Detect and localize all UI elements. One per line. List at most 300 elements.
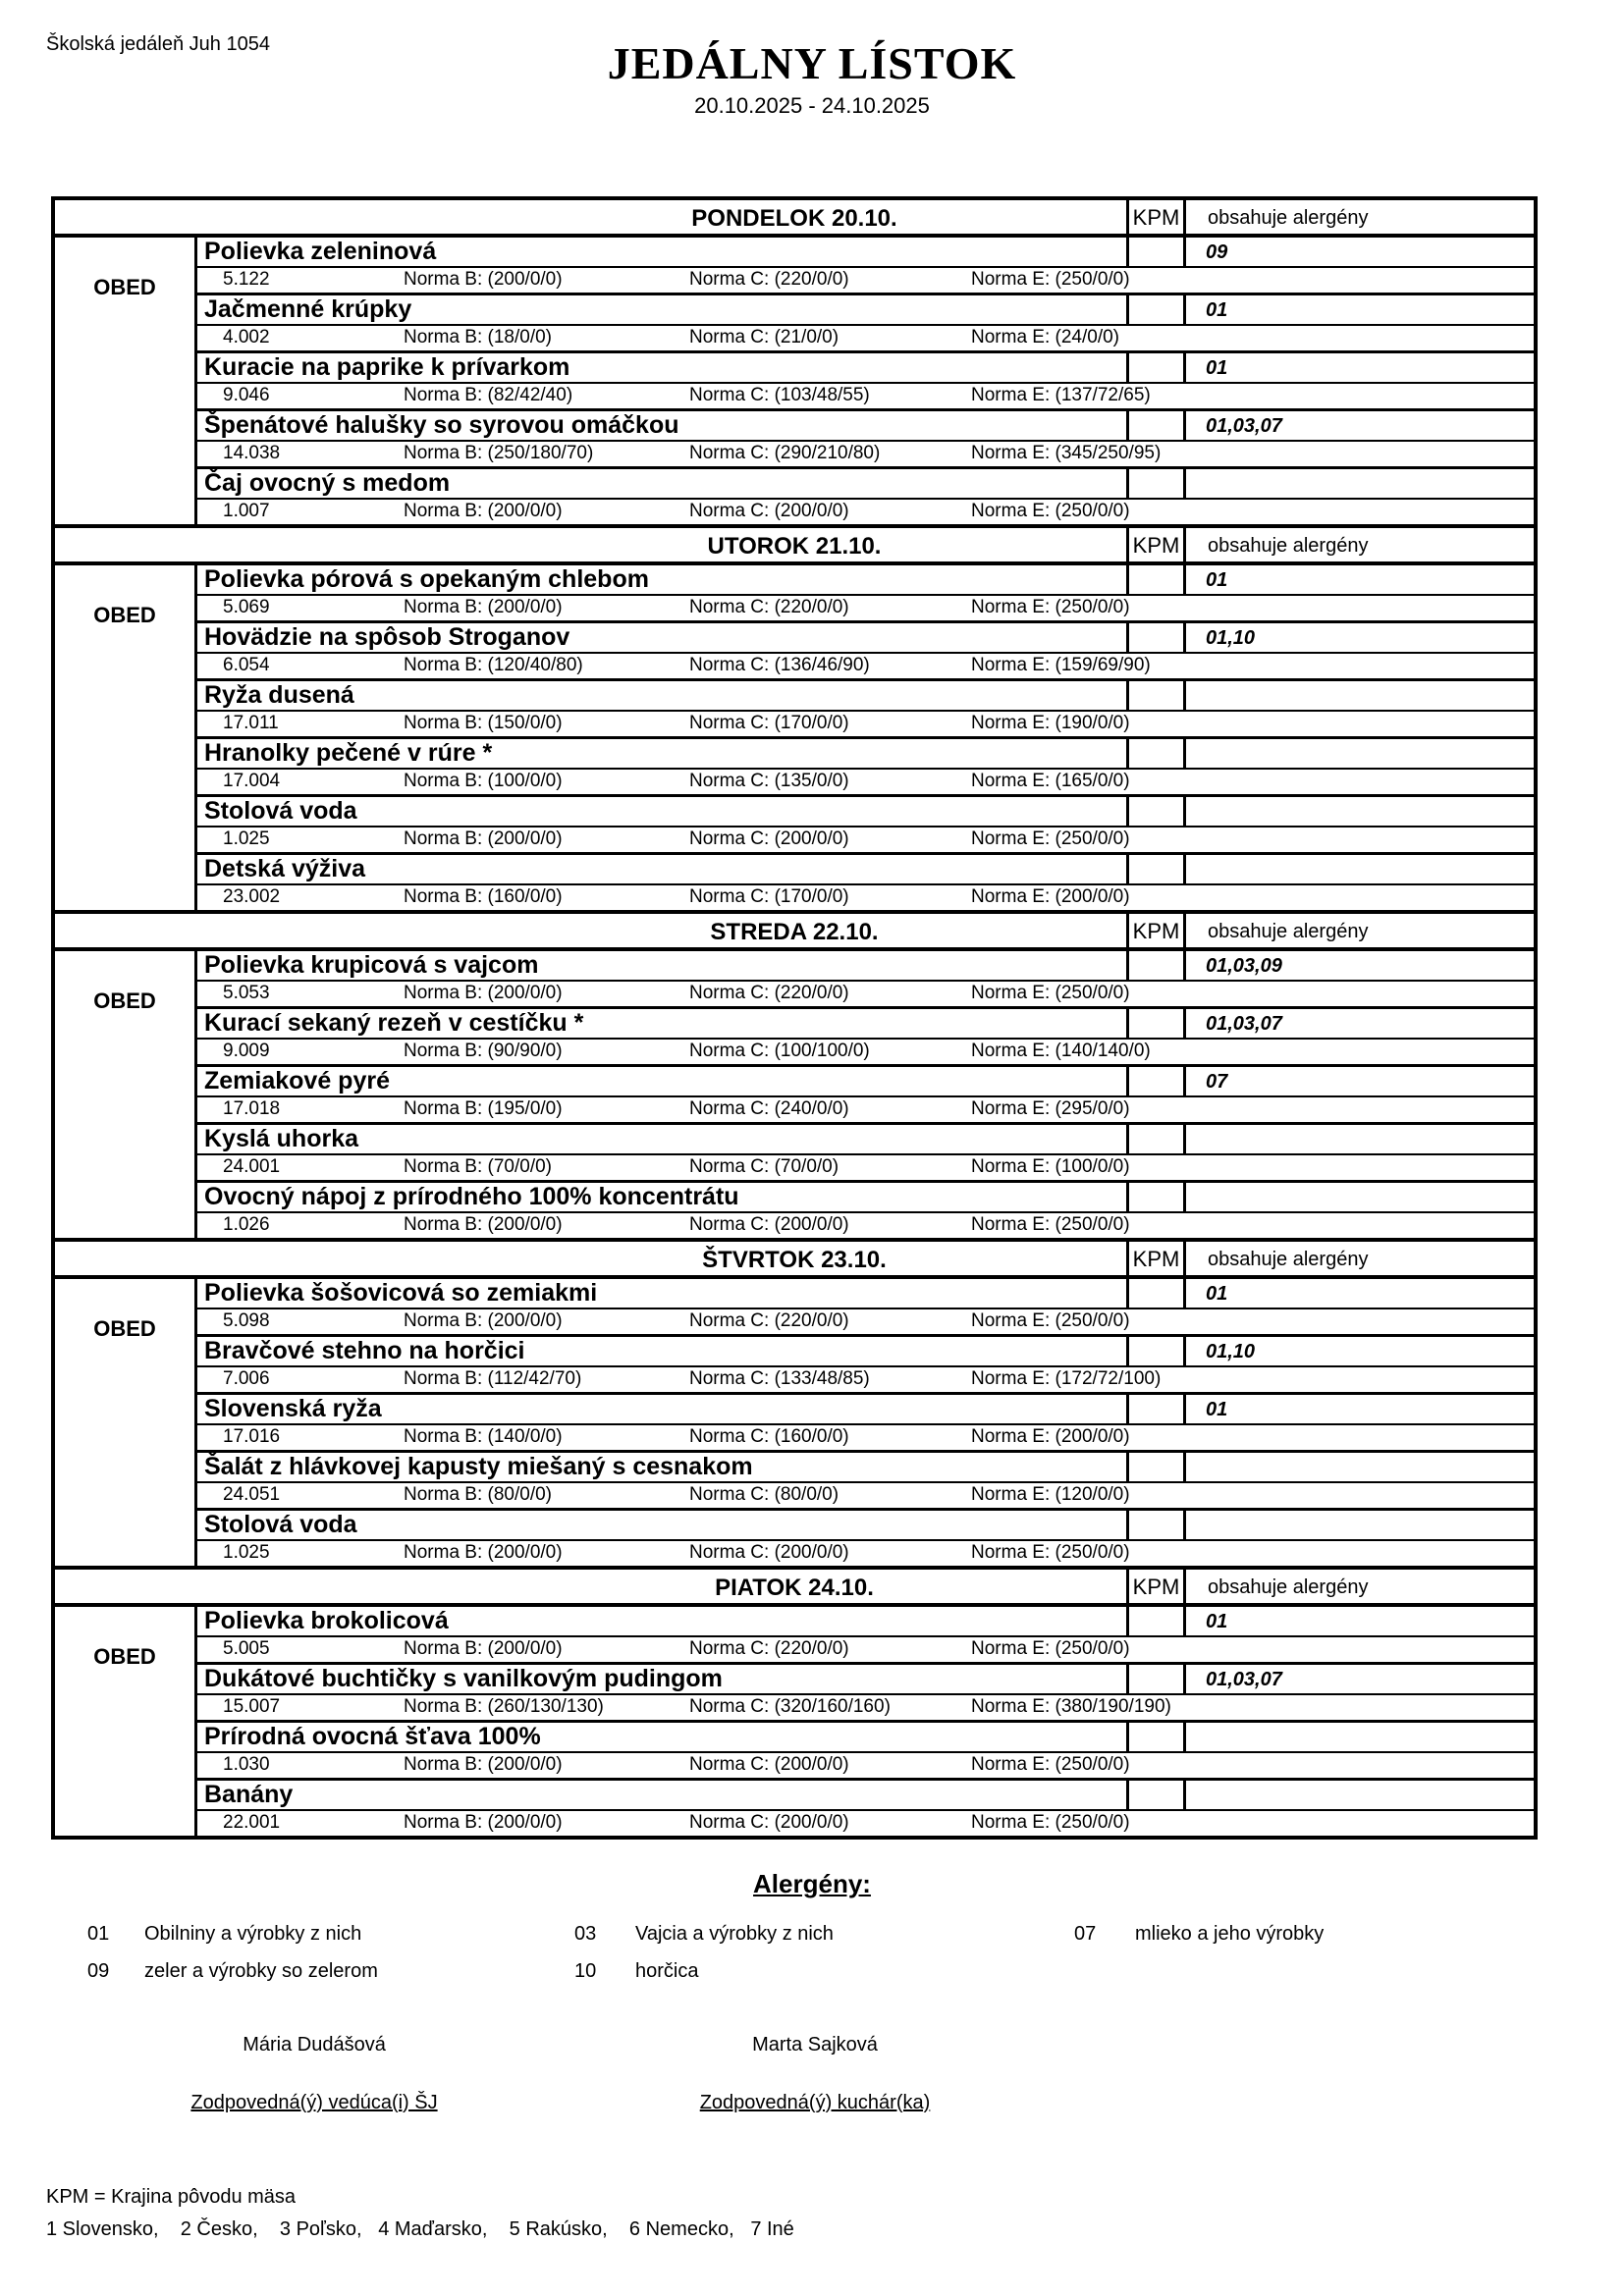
- item-name-row: [197, 1665, 1534, 1695]
- item-norma-b: [404, 442, 689, 466]
- item-name: Slovenská ryža: [204, 1395, 382, 1422]
- item-norma-e: [971, 1541, 1534, 1566]
- item-allergens: [1183, 1453, 1534, 1481]
- item-norma-b: [404, 1309, 689, 1334]
- norma-c-label: Norma C:: [689, 443, 770, 463]
- item-name-row: [197, 295, 1534, 326]
- item-name-row: [197, 411, 1534, 442]
- item-code: 1.030: [223, 1754, 270, 1775]
- item-norma-e: [971, 442, 1534, 466]
- item-norma-e: [971, 1753, 1534, 1778]
- item-code: 17.018: [223, 1098, 281, 1119]
- organization-name: Školská jedáleň Juh 1054: [46, 33, 270, 55]
- norma-e-label: Norma E:: [971, 1156, 1051, 1177]
- item-code: 1.007: [223, 501, 270, 521]
- norma-b-value: (200/0/0): [487, 828, 563, 849]
- item-norma-row: [197, 1753, 1534, 1778]
- norma-e-value: (200/0/0): [1055, 886, 1130, 907]
- item-norma-row: [197, 1367, 1534, 1392]
- norma-b-value: (112/42/70): [487, 1368, 582, 1389]
- norma-c-label: Norma C:: [689, 1156, 770, 1177]
- item-code: 9.046: [223, 385, 270, 405]
- norma-b-value: (18/0/0): [487, 327, 553, 347]
- item-norma-e: [971, 1309, 1534, 1334]
- norma-b-value: (200/0/0): [487, 1542, 563, 1563]
- kpm-column-header: KPM: [1126, 200, 1183, 237]
- item-norma-c: [689, 828, 971, 852]
- norma-e-value: (250/0/0): [1055, 1638, 1130, 1659]
- menu-item-row: [197, 293, 1534, 350]
- item-norma-c: [689, 326, 971, 350]
- norma-e-value: (250/0/0): [1055, 828, 1130, 849]
- item-name-row: [197, 1183, 1534, 1213]
- item-norma-e: [971, 982, 1534, 1006]
- item-code: 7.006: [223, 1368, 270, 1389]
- item-norma-e: [971, 1040, 1534, 1064]
- item-kpm-cell: [1126, 1453, 1183, 1481]
- allergen-column-header: obsahuje alergény: [1183, 200, 1534, 237]
- allergen-column-header: obsahuje alergény: [1183, 1242, 1534, 1278]
- norma-b-value: (80/0/0): [487, 1484, 553, 1505]
- menu-item-row: [197, 951, 1534, 1006]
- item-norma-e: [971, 712, 1534, 736]
- menu-table: [51, 196, 1538, 1840]
- norma-c-value: (70/0/0): [774, 1156, 839, 1177]
- item-allergens: 01: [1183, 1279, 1534, 1309]
- item-norma-row: [197, 712, 1534, 736]
- norma-c-label: Norma C:: [689, 771, 770, 791]
- norma-c-label: Norma C:: [689, 597, 770, 617]
- item-norma-c: [689, 1811, 971, 1836]
- item-norma-b: [404, 1367, 689, 1392]
- page-title: JEDÁLNY LÍSTOK: [607, 38, 1017, 88]
- norma-b-label: Norma B:: [404, 1368, 483, 1389]
- signature-name: Marta Sajková: [752, 2034, 878, 2056]
- item-norma-row: [197, 1637, 1534, 1662]
- norma-c-value: (103/48/55): [774, 385, 870, 405]
- norma-b-label: Norma B:: [404, 1310, 483, 1331]
- item-name-row: [197, 469, 1534, 500]
- norma-b-value: (260/130/130): [487, 1696, 604, 1717]
- meal-label: OBED: [55, 1607, 197, 1836]
- item-allergens: [1183, 739, 1534, 768]
- menu-item-row: [197, 1778, 1534, 1836]
- norma-b-label: Norma B:: [404, 1754, 483, 1775]
- item-norma-c: [689, 982, 971, 1006]
- norma-b-label: Norma B:: [404, 385, 483, 405]
- item-norma-row: [197, 1155, 1534, 1180]
- allergen-column-header: obsahuje alergény: [1183, 914, 1534, 950]
- item-norma-e: [971, 1637, 1534, 1662]
- norma-b-value: (200/0/0): [487, 1638, 563, 1659]
- item-name: Ryža dusená: [204, 681, 354, 709]
- item-norma-e: [971, 596, 1534, 620]
- item-allergens: 01: [1183, 1395, 1534, 1425]
- norma-c-value: (200/0/0): [774, 828, 849, 849]
- allergen-column-header: obsahuje alergény: [1183, 528, 1534, 564]
- norma-e-value: (250/0/0): [1055, 501, 1130, 521]
- menu-item-row: [197, 1006, 1534, 1064]
- signature-block: [108, 2034, 520, 2114]
- item-allergens: [1183, 1125, 1534, 1153]
- item-name: Banány: [204, 1781, 294, 1808]
- item-name-row: [197, 1723, 1534, 1753]
- norma-e-value: (190/0/0): [1055, 713, 1130, 733]
- item-name: Šalát z hlávkovej kapusty miešaný s cesnakom: [204, 1453, 753, 1480]
- allergen-legend-label: Obilniny a výrobky z nich: [144, 1923, 362, 1945]
- norma-b-label: Norma B:: [404, 1214, 483, 1235]
- norma-c-value: (200/0/0): [774, 1214, 849, 1235]
- item-kpm-cell: [1126, 469, 1183, 498]
- item-code: 1.026: [223, 1214, 270, 1235]
- norma-b-label: Norma B:: [404, 1156, 483, 1177]
- norma-b-value: (120/40/80): [487, 655, 583, 675]
- norma-c-value: (290/210/80): [774, 443, 881, 463]
- menu-item-row: [197, 852, 1534, 910]
- item-code: 22.001: [223, 1812, 281, 1833]
- item-code: 23.002: [223, 886, 281, 907]
- item-name: Bravčové stehno na horčici: [204, 1337, 525, 1364]
- norma-c-label: Norma C:: [689, 327, 770, 347]
- item-kpm-cell: [1126, 797, 1183, 826]
- item-allergens: 01,03,07: [1183, 1009, 1534, 1040]
- day-header-row: [55, 914, 1534, 951]
- item-code: 17.011: [223, 713, 279, 733]
- item-allergens: [1183, 681, 1534, 710]
- item-kpm-cell: [1126, 1511, 1183, 1539]
- item-norma-b: [404, 1483, 689, 1508]
- norma-c-label: Norma C:: [689, 1754, 770, 1775]
- item-norma-row: [197, 1695, 1534, 1720]
- item-name-row: [197, 1607, 1534, 1637]
- norma-c-label: Norma C:: [689, 1214, 770, 1235]
- norma-e-value: (24/0/0): [1055, 327, 1120, 347]
- norma-e-label: Norma E:: [971, 1754, 1051, 1775]
- item-allergens: 09: [1183, 238, 1534, 268]
- item-kpm-cell: [1126, 295, 1183, 326]
- item-norma-c: [689, 268, 971, 293]
- item-norma-row: [197, 1040, 1534, 1064]
- item-name: Ovocný nápoj z prírodného 100% koncentrátu: [204, 1183, 739, 1210]
- signatures: [0, 2034, 1624, 2157]
- norma-e-label: Norma E:: [971, 771, 1051, 791]
- norma-e-value: (380/190/190): [1055, 1696, 1171, 1717]
- day-header-row: [55, 1242, 1534, 1279]
- kpm-column-header: KPM: [1126, 914, 1183, 950]
- item-name-row: [197, 353, 1534, 384]
- item-kpm-cell: [1126, 1607, 1183, 1637]
- item-allergens: 07: [1183, 1067, 1534, 1097]
- item-norma-e: [971, 1367, 1534, 1392]
- item-norma-c: [689, 1753, 971, 1778]
- norma-e-value: (159/69/90): [1055, 655, 1151, 675]
- menu-item-row: [197, 238, 1534, 293]
- day-block: [55, 200, 1534, 524]
- norma-c-label: Norma C:: [689, 385, 770, 405]
- item-norma-b: [404, 885, 689, 910]
- norma-c-value: (220/0/0): [774, 269, 849, 290]
- item-norma-c: [689, 1309, 971, 1334]
- item-norma-b: [404, 712, 689, 736]
- item-allergens: 01: [1183, 353, 1534, 384]
- item-norma-b: [404, 384, 689, 408]
- item-norma-row: [197, 1213, 1534, 1238]
- day-title: STREDA 22.10.: [710, 919, 879, 945]
- norma-e-value: (250/0/0): [1055, 1812, 1130, 1833]
- item-name-row: [197, 1279, 1534, 1309]
- norma-b-value: (200/0/0): [487, 269, 563, 290]
- item-allergens: [1183, 797, 1534, 826]
- item-norma-row: [197, 1425, 1534, 1450]
- norma-b-label: Norma B:: [404, 501, 483, 521]
- item-norma-b: [404, 1753, 689, 1778]
- norma-c-label: Norma C:: [689, 1098, 770, 1119]
- menu-item-row: [197, 1450, 1534, 1508]
- item-norma-row: [197, 500, 1534, 524]
- menu-item-row: [197, 408, 1534, 466]
- menu-item-row: [197, 1720, 1534, 1778]
- norma-c-label: Norma C:: [689, 1696, 770, 1717]
- norma-e-label: Norma E:: [971, 597, 1051, 617]
- item-kpm-cell: [1126, 238, 1183, 268]
- norma-e-value: (250/0/0): [1055, 1214, 1130, 1235]
- norma-c-value: (240/0/0): [774, 1098, 849, 1119]
- item-name: Stolová voda: [204, 1511, 357, 1538]
- item-code: 5.098: [223, 1310, 270, 1331]
- item-norma-c: [689, 1040, 971, 1064]
- norma-e-value: (250/0/0): [1055, 597, 1130, 617]
- norma-c-label: Norma C:: [689, 1368, 770, 1389]
- norma-e-label: Norma E:: [971, 1041, 1051, 1061]
- item-norma-c: [689, 712, 971, 736]
- day-title: PIATOK 24.10.: [715, 1575, 874, 1601]
- norma-b-label: Norma B:: [404, 655, 483, 675]
- norma-c-value: (136/46/90): [774, 655, 870, 675]
- item-norma-row: [197, 1811, 1534, 1836]
- item-name-row: [197, 1511, 1534, 1541]
- item-norma-c: [689, 1213, 971, 1238]
- item-code: 1.025: [223, 1542, 270, 1563]
- item-kpm-cell: [1126, 739, 1183, 768]
- norma-b-label: Norma B:: [404, 1098, 483, 1119]
- norma-c-value: (220/0/0): [774, 1310, 849, 1331]
- norma-e-label: Norma E:: [971, 1696, 1051, 1717]
- page-head: [0, 0, 1624, 196]
- day-items: [197, 1279, 1534, 1566]
- allergen-legend-code: 09: [87, 1960, 110, 1982]
- item-kpm-cell: [1126, 681, 1183, 710]
- norma-b-value: (200/0/0): [487, 1754, 563, 1775]
- norma-e-value: (345/250/95): [1055, 443, 1162, 463]
- item-kpm-cell: [1126, 1337, 1183, 1367]
- norma-c-label: Norma C:: [689, 1812, 770, 1833]
- item-norma-row: [197, 828, 1534, 852]
- item-name: Polievka krupicová s vajcom: [204, 951, 539, 979]
- item-allergens: [1183, 855, 1534, 883]
- item-norma-e: [971, 1483, 1534, 1508]
- item-kpm-cell: [1126, 411, 1183, 442]
- norma-c-value: (200/0/0): [774, 501, 849, 521]
- item-name: Dukátové buchtičky s vanilkovým pudingom: [204, 1665, 723, 1692]
- norma-e-value: (250/0/0): [1055, 269, 1130, 290]
- item-allergens: 01: [1183, 565, 1534, 596]
- item-code: 24.001: [223, 1156, 281, 1177]
- norma-c-value: (170/0/0): [774, 886, 849, 907]
- menu-item-row: [197, 565, 1534, 620]
- norma-c-value: (21/0/0): [774, 327, 839, 347]
- norma-e-label: Norma E:: [971, 1484, 1051, 1505]
- item-norma-b: [404, 500, 689, 524]
- norma-c-label: Norma C:: [689, 1484, 770, 1505]
- item-kpm-cell: [1126, 951, 1183, 982]
- norma-e-value: (120/0/0): [1055, 1484, 1130, 1505]
- signature-role: Zodpovedná(ý) vedúca(i) ŠJ: [190, 2092, 438, 2113]
- norma-b-label: Norma B:: [404, 1484, 483, 1505]
- norma-e-label: Norma E:: [971, 385, 1051, 405]
- day-header-row: [55, 528, 1534, 565]
- item-name-row: [197, 1009, 1534, 1040]
- norma-c-value: (220/0/0): [774, 597, 849, 617]
- meal-label: OBED: [55, 1279, 197, 1566]
- item-norma-c: [689, 384, 971, 408]
- item-code: 5.005: [223, 1638, 270, 1659]
- signature-block: [609, 2034, 1021, 2114]
- kpm-note: KPM = Krajina pôvodu mäsa: [46, 2186, 297, 2208]
- item-name-row: [197, 1453, 1534, 1483]
- norma-b-label: Norma B:: [404, 771, 483, 791]
- item-norma-row: [197, 770, 1534, 794]
- item-norma-b: [404, 770, 689, 794]
- item-norma-b: [404, 268, 689, 293]
- norma-c-value: (135/0/0): [774, 771, 849, 791]
- item-code: 1.025: [223, 828, 270, 849]
- item-norma-row: [197, 654, 1534, 678]
- norma-b-label: Norma B:: [404, 269, 483, 290]
- meal-label: OBED: [55, 238, 197, 524]
- item-kpm-cell: [1126, 1067, 1183, 1097]
- item-kpm-cell: [1126, 565, 1183, 596]
- menu-item-row: [197, 1279, 1534, 1334]
- day-block: [55, 1238, 1534, 1566]
- item-kpm-cell: [1126, 1183, 1183, 1211]
- norma-c-value: (133/48/85): [774, 1368, 870, 1389]
- item-norma-e: [971, 885, 1534, 910]
- norma-b-value: (200/0/0): [487, 983, 563, 1003]
- day-items: [197, 951, 1534, 1238]
- item-name: Kyslá uhorka: [204, 1125, 359, 1152]
- menu-item-row: [197, 1508, 1534, 1566]
- norma-b-label: Norma B:: [404, 1638, 483, 1659]
- allergen-legend-code: 03: [574, 1923, 597, 1945]
- kpm-column-header: KPM: [1126, 1570, 1183, 1606]
- menu-item-row: [197, 350, 1534, 408]
- day-header-row: [55, 200, 1534, 238]
- menu-item-row: [197, 1334, 1534, 1392]
- item-norma-e: [971, 326, 1534, 350]
- allergen-legend-code: 01: [87, 1923, 110, 1945]
- item-name: Zemiakové pyré: [204, 1067, 390, 1095]
- norma-b-value: (200/0/0): [487, 1812, 563, 1833]
- norma-b-label: Norma B:: [404, 713, 483, 733]
- item-code: 4.002: [223, 327, 270, 347]
- item-norma-row: [197, 1309, 1534, 1334]
- day-items: [197, 238, 1534, 524]
- item-norma-e: [971, 1213, 1534, 1238]
- item-norma-row: [197, 1097, 1534, 1122]
- norma-b-value: (140/0/0): [487, 1426, 563, 1447]
- norma-e-value: (165/0/0): [1055, 771, 1130, 791]
- item-allergens: [1183, 1781, 1534, 1809]
- day-body: [55, 951, 1534, 1238]
- norma-b-value: (200/0/0): [487, 1214, 563, 1235]
- norma-e-value: (100/0/0): [1055, 1156, 1130, 1177]
- norma-c-value: (100/100/0): [774, 1041, 870, 1061]
- norma-e-label: Norma E:: [971, 1368, 1051, 1389]
- item-norma-b: [404, 654, 689, 678]
- norma-e-value: (295/0/0): [1055, 1098, 1130, 1119]
- item-norma-b: [404, 1695, 689, 1720]
- item-name: Kuracie na paprike k prívarkom: [204, 353, 570, 381]
- norma-b-label: Norma B:: [404, 1426, 483, 1447]
- item-norma-c: [689, 885, 971, 910]
- item-norma-row: [197, 326, 1534, 350]
- item-allergens: [1183, 469, 1534, 498]
- allergen-legend-code: 10: [574, 1960, 597, 1982]
- norma-e-label: Norma E:: [971, 1426, 1051, 1447]
- item-norma-b: [404, 1155, 689, 1180]
- norma-b-value: (100/0/0): [487, 771, 563, 791]
- allergen-column-header: obsahuje alergény: [1183, 1570, 1534, 1606]
- item-code: 9.009: [223, 1041, 270, 1061]
- norma-b-label: Norma B:: [404, 1542, 483, 1563]
- norma-b-label: Norma B:: [404, 597, 483, 617]
- item-code: 14.038: [223, 443, 281, 463]
- norma-e-label: Norma E:: [971, 655, 1051, 675]
- item-kpm-cell: [1126, 1125, 1183, 1153]
- item-allergens: [1183, 1511, 1534, 1539]
- norma-c-label: Norma C:: [689, 983, 770, 1003]
- norma-c-label: Norma C:: [689, 501, 770, 521]
- item-norma-row: [197, 268, 1534, 293]
- norma-b-value: (250/180/70): [487, 443, 594, 463]
- item-norma-c: [689, 442, 971, 466]
- norma-c-value: (200/0/0): [774, 1754, 849, 1775]
- item-name: Kurací sekaný rezeň v cestíčku *: [204, 1009, 584, 1037]
- allergen-legend-label: horčica: [635, 1960, 699, 1982]
- norma-e-value: (250/0/0): [1055, 983, 1130, 1003]
- item-code: 5.053: [223, 983, 270, 1003]
- norma-c-value: (160/0/0): [774, 1426, 849, 1447]
- norma-c-label: Norma C:: [689, 655, 770, 675]
- item-norma-b: [404, 1541, 689, 1566]
- menu-item-row: [197, 1662, 1534, 1720]
- item-name: Jačmenné krúpky: [204, 295, 412, 323]
- menu-item-row: [197, 1064, 1534, 1122]
- item-name: Špenátové halušky so syrovou omáčkou: [204, 411, 679, 439]
- day-body: [55, 1279, 1534, 1566]
- signature-role: Zodpovedná(ý) kuchár(ka): [699, 2092, 931, 2113]
- norma-b-value: (200/0/0): [487, 501, 563, 521]
- item-norma-b: [404, 1425, 689, 1450]
- item-allergens: 01,03,07: [1183, 411, 1534, 442]
- item-code: 15.007: [223, 1696, 281, 1717]
- norma-e-label: Norma E:: [971, 1214, 1051, 1235]
- item-name: Polievka pórová s opekaným chlebom: [204, 565, 649, 593]
- norma-c-label: Norma C:: [689, 1426, 770, 1447]
- norma-e-label: Norma E:: [971, 1638, 1051, 1659]
- item-norma-row: [197, 1483, 1534, 1508]
- norma-c-value: (200/0/0): [774, 1542, 849, 1563]
